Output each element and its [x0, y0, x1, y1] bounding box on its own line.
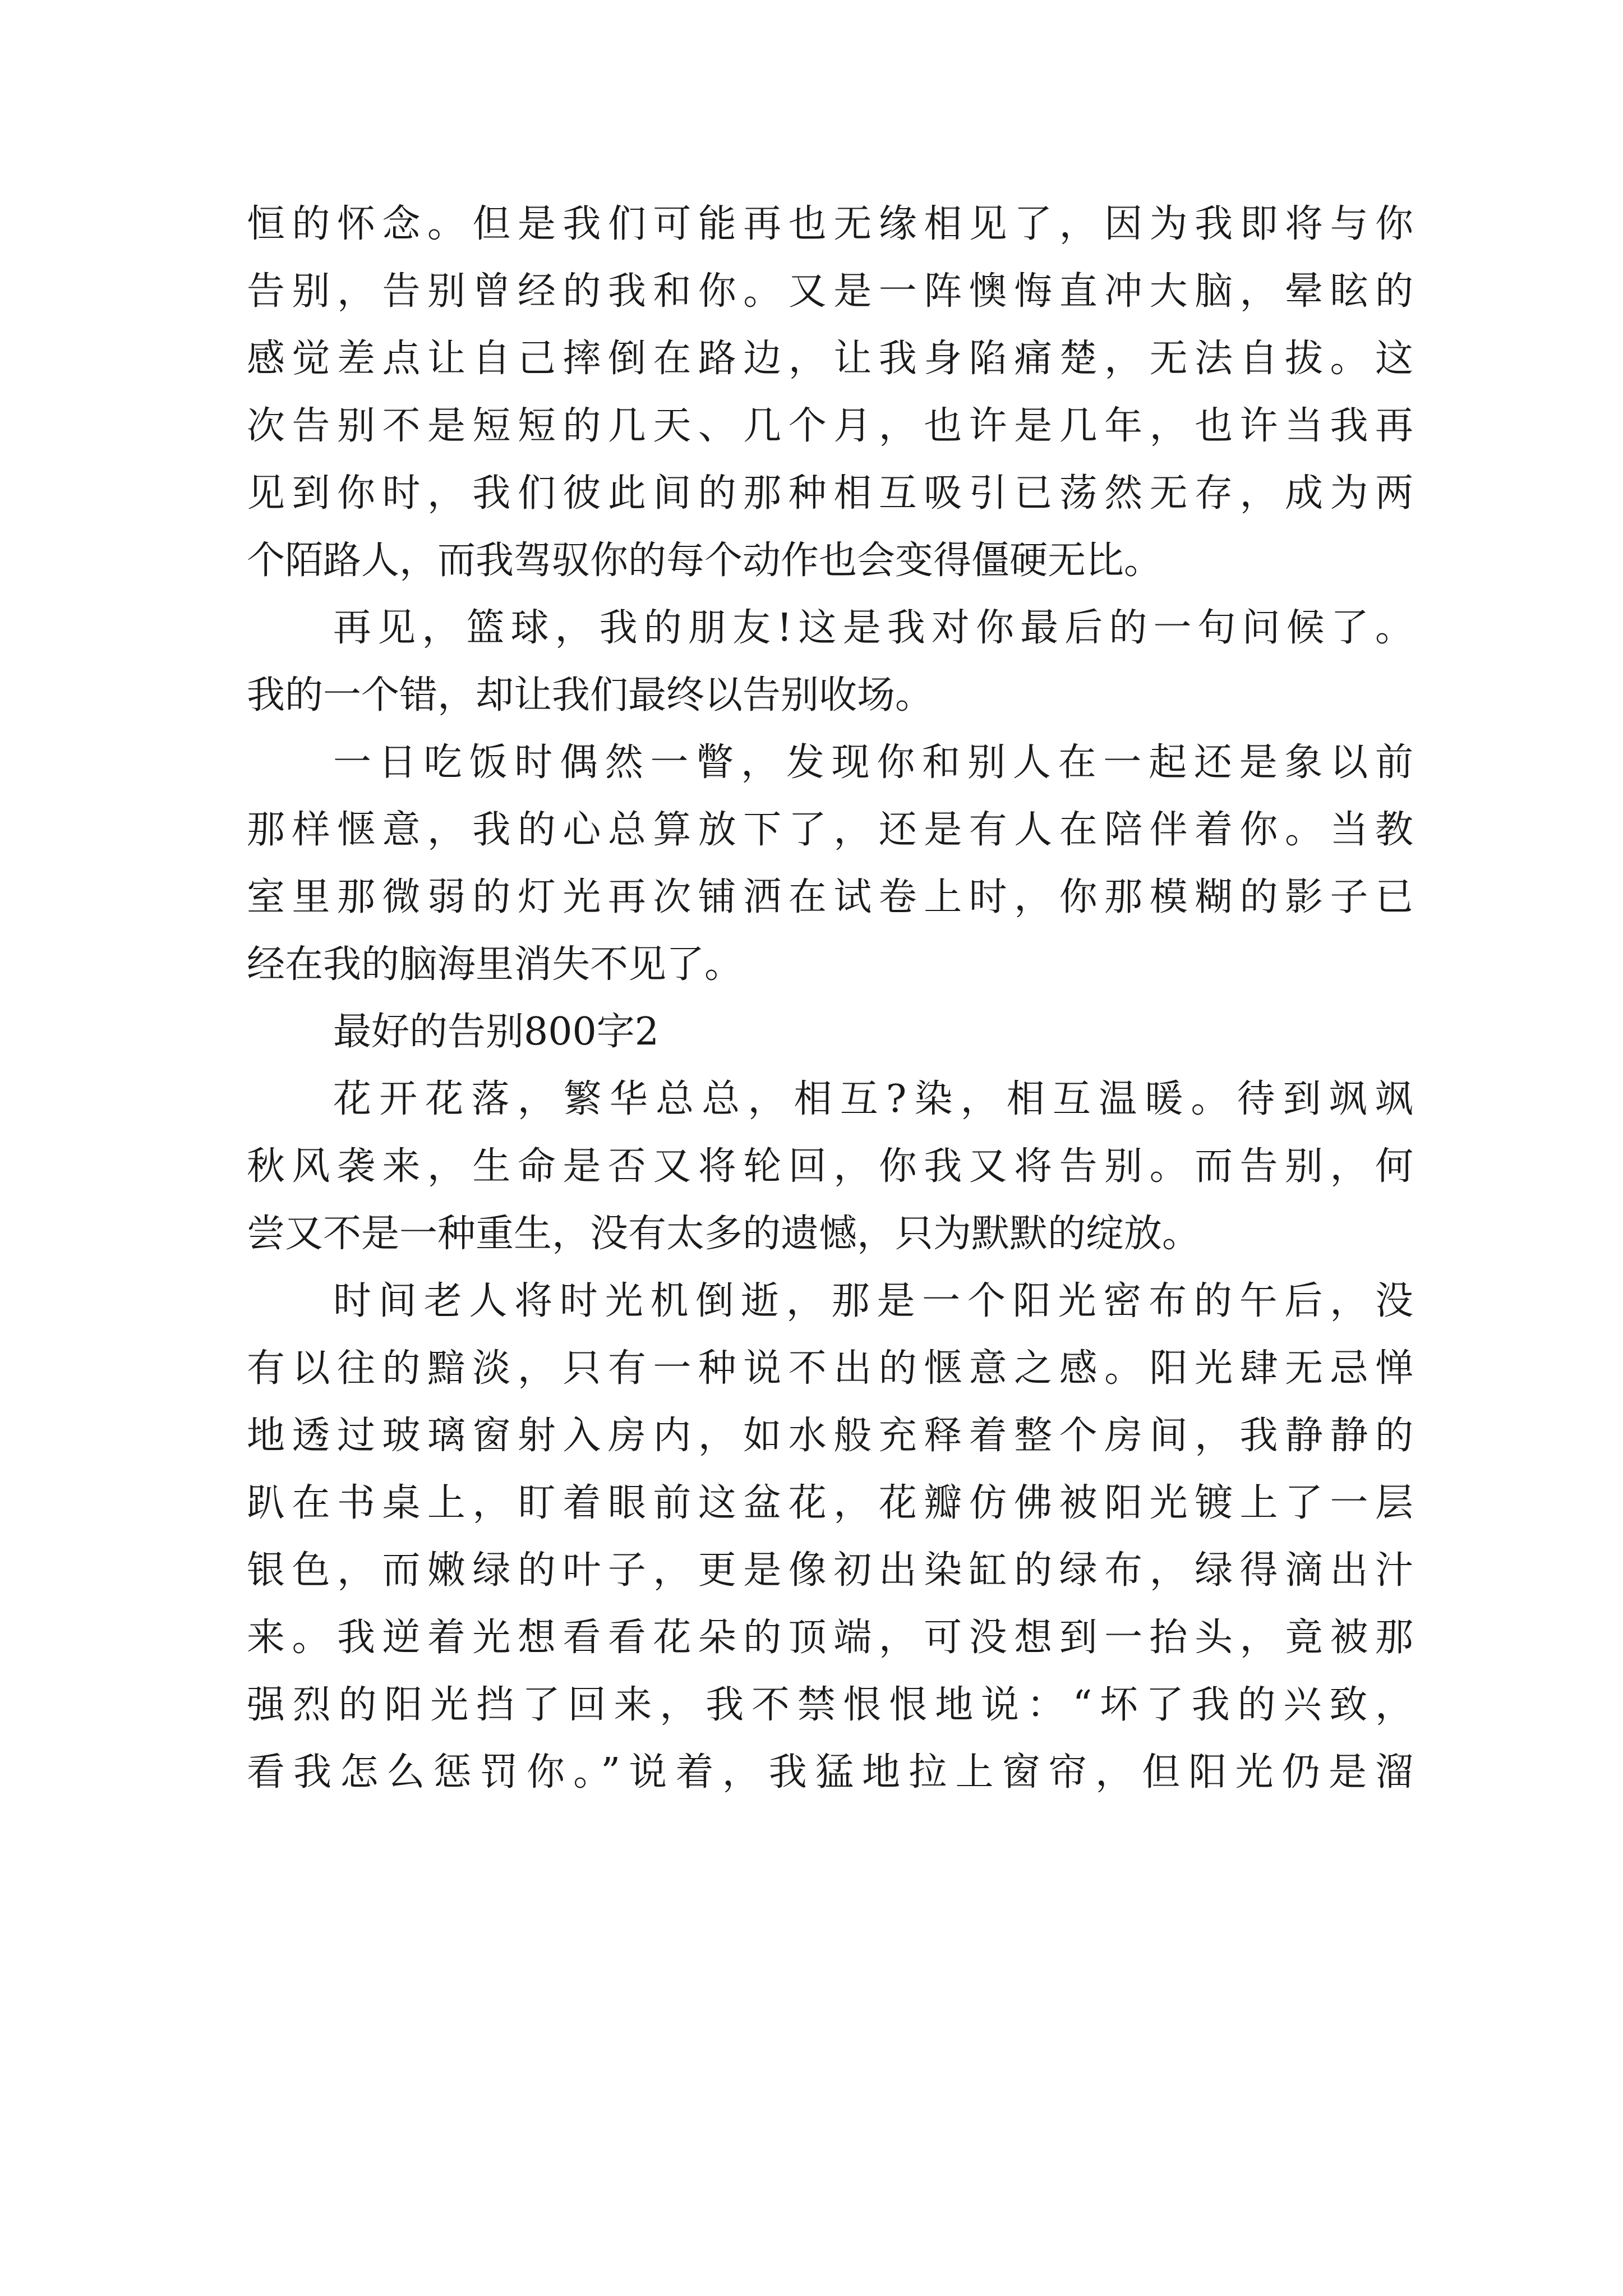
text-line: 最好的告别800字2 [333, 1010, 660, 1054]
text-line: 见到你时，我们彼此间的那种相互吸引已荡然无存，成为两 [247, 471, 1413, 516]
text-line: 趴在书桌上，盯着眼前这盆花，花瓣仿佛被阳光镀上了一层 [247, 1481, 1413, 1525]
text-line: 经在我的脑海里消失不见了。 [247, 942, 743, 987]
document-body [247, 191, 1413, 1806]
text-line: 尝又不是一种重生，没有太多的遗憾，只为默默的绽放。 [247, 1212, 1201, 1256]
text-line: 告别，告别曾经的我和你。又是一阵懊悔直冲大脑，晕眩的 [247, 269, 1413, 314]
text-line: 地透过玻璃窗射入房内，如水般充释着整个房间，我静静的 [247, 1414, 1413, 1458]
text-line: 银色，而嫩绿的叶子，更是像初出染缸的绿布，绿得滴出汁 [247, 1548, 1413, 1593]
text-line: 那样惬意，我的心总算放下了，还是有人在陪伴着你。当教 [247, 808, 1413, 852]
text-line: 时间老人将时光机倒逝，那是一个阳光密布的午后，没 [333, 1279, 1413, 1323]
text-line: 再见，篮球，我的朋友!这是我对你最后的一句问候了。 [333, 606, 1413, 650]
text-line: 强烈的阳光挡了回来，我不禁恨恨地说：“坏了我的兴致， [247, 1683, 1413, 1727]
text-line: 次告别不是短短的几天、几个月，也许是几年，也许当我再 [247, 404, 1413, 448]
text-line: 来。我逆着光想看看花朵的顶端，可没想到一抬头，竟被那 [247, 1616, 1413, 1660]
text-line: 有以往的黯淡，只有一种说不出的惬意之感。阳光肆无忌惮 [247, 1346, 1413, 1391]
text-line: 感觉差点让自己摔倒在路边，让我身陷痛楚，无法自拔。这 [247, 337, 1413, 381]
text-line: 看我怎么惩罚你。”说着，我猛地拉上窗帘，但阳光仍是溜 [247, 1750, 1413, 1795]
text-line: 个陌路人，而我驾驭你的每个动作也会变得僵硬无比。 [247, 539, 1163, 583]
text-line: 我的一个错，却让我们最终以告别收场。 [247, 673, 934, 717]
text-line: 秋风袭来，生命是否又将轮回，你我又将告别。而告别，何 [247, 1144, 1413, 1189]
text-line: 恒的怀念。但是我们可能再也无缘相见了，因为我即将与你 [247, 202, 1413, 246]
text-line: 花开花落，繁华总总，相互?染，相互温暖。待到飒飒 [333, 1077, 1413, 1121]
text-line: 一日吃饭时偶然一瞥，发现你和别人在一起还是象以前 [333, 740, 1413, 785]
text-line: 室里那微弱的灯光再次铺洒在试卷上时，你那模糊的影子已 [247, 875, 1413, 919]
